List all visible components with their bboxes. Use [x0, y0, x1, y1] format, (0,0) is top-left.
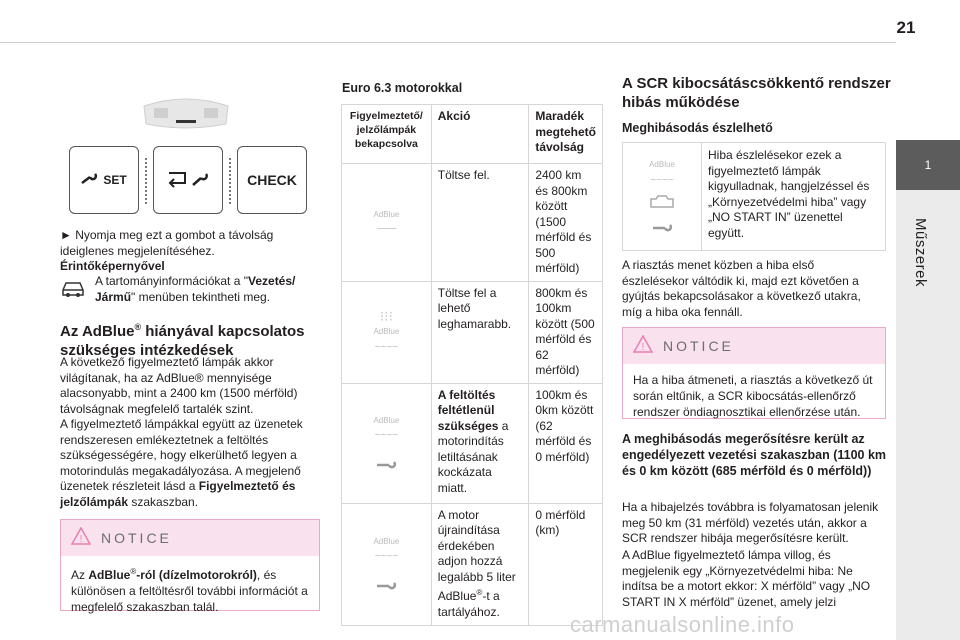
scr-notice-box — [622, 327, 886, 419]
chapter-tab-label: Műszerek — [912, 218, 929, 288]
adblue-paragraph-2: A figyelmeztető lámpákkal együtt az üzenetek rendszeresen emlékeztetnek a feltöltés szükségességére, hogy elkerülhető legyen a motorindulás megakadályozása. A megjelenő üzenetek részleteit lásd a Figyelmeztető és jelzőlámpák szakaszban. — [60, 417, 303, 509]
set-button[interactable] — [69, 146, 139, 214]
adblue-service-blinking-icon: AdBlue ~~~~ — [342, 503, 432, 625]
row-action: A motor újraindítása érdekében adjon hozzá legalább 5 liter AdBlue®-t a tartályához. — [431, 503, 529, 625]
wrench-icon — [343, 579, 430, 595]
wrench-icon — [624, 221, 700, 237]
header-action: Akció — [431, 105, 529, 164]
check-button-label: CHECK — [247, 172, 297, 188]
display-screen-icon — [140, 94, 232, 130]
fault-table — [622, 142, 886, 251]
engine-icon — [624, 194, 700, 215]
row-action: Töltse fel a lehető leghamarabb. — [431, 281, 529, 383]
instruction-text: ► Nyomja meg ezt a gombot a távolság ideiglenes megjelenítéséhez. — [60, 228, 274, 258]
notice-title: NOTICE — [101, 530, 172, 546]
adblue-heading: Az AdBlue® hiányával kapcsolatos szükséges intézkedések — [60, 322, 305, 359]
row-action: A feltöltés feltétlenül szükséges a motorindítás letiltásának kockázata miatt. — [431, 383, 529, 503]
table-header-row — [342, 105, 603, 164]
table-row — [342, 503, 603, 625]
divider — [229, 158, 231, 204]
check-button[interactable] — [237, 146, 307, 214]
set-button-label: SET — [103, 173, 127, 187]
row-distance: 800km és 100km között (500 mérföld és 62 mérföld) — [529, 281, 603, 383]
fault-icons: AdBlue ~~~~ — [623, 143, 702, 251]
scr-paragraph-3: A AdBlue figyelmeztető lámpa villog, és megjelenik egy „Környezetvédelmi hiba: Ne indítsa be a motort ekkor: X mérföld” vagy „NO START IN X mérföld” üzenet, amely jelzi — [622, 548, 871, 609]
notice-text: Az AdBlue®-ról (dízelmotorokról), és különösen a feltöltésről további információt a megfelelő szakaszban talál. — [71, 567, 308, 614]
adblue-paragraph-1: A következő figyelmeztető lámpák akkor világítanak, ha az AdBlue® mennyisége alacsonyabb, mint a 2400 km (1500 mérföld) távolságnak megfelelő tartalék szint. — [60, 355, 298, 416]
row-distance: 2400 km és 800km között (1500 mérföld és 500 mérföld) — [529, 164, 603, 282]
wrench-icon — [343, 458, 430, 474]
table-row — [342, 383, 603, 503]
header-rule — [0, 42, 896, 43]
header-lamps: Figyelmeztető/ jelzőlámpák bekapcsolva — [342, 105, 432, 164]
table-row — [623, 143, 886, 251]
notice-header — [61, 520, 319, 556]
adblue-blinking-icon: ⁝⁝⁝ AdBlue ~~~~ — [342, 281, 432, 383]
svg-text:!: ! — [641, 341, 645, 353]
notice-box — [60, 519, 320, 614]
adblue-icon: AdBlue ~~~~ — [342, 164, 432, 282]
wrench-icon — [81, 172, 99, 188]
watermark: carmanualsonline.info — [570, 612, 795, 637]
page-number: 21 — [896, 18, 916, 37]
row-distance: 0 mérföld (km) — [529, 503, 603, 625]
table-row — [342, 164, 603, 282]
notice-text: Ha a hiba átmeneti, a riasztás a következő út során eltűnik, a SCR kibocsátás-ellenőrző rendszer öndiagnosztikai ellenőrzése után. — [633, 373, 873, 419]
warning-triangle-icon — [71, 527, 91, 550]
scr-paragraph-2: Ha a hibajelzés továbbra is folyamatosan jelenik meg 50 km (31 mérföld) vezetés után, akkor a SCR rendszer hibája megerősítésre került. — [622, 500, 879, 545]
adblue-table — [341, 104, 603, 626]
svg-text:!: ! — [79, 533, 83, 545]
fault-detected-subheading: Meghibásodás észlelhető — [622, 121, 773, 135]
scr-paragraph-1: A riasztás menet közben a hiba első észlelésekor váltódik ki, majd ezt követően a gyújtás bekapcsolásakor a következő utakra, míg a hiba oka fennáll. — [622, 258, 861, 319]
car-icon — [60, 278, 86, 298]
row-action: Töltse fel. — [431, 164, 529, 282]
reset-button[interactable] — [153, 146, 223, 214]
adblue-service-icon: AdBlue ~~~~ — [342, 383, 432, 503]
touchscreen-text: A tartományinformációkat a "Vezetés/ Jármű" menüben tekintheti meg. — [95, 274, 296, 304]
euro-heading: Euro 6.3 motorokkal — [342, 81, 463, 95]
fault-text: Hiba észlelésekor ezek a figyelmeztető lámpák kigyulladnak, hangjelzéssel és „Környezetvédelmi hiba” vagy „NO START IN” üzenettel együtt. — [702, 143, 886, 251]
fault-confirmed-subheading: A meghibásodás megerősítésre került az engedélyezett vezetési szakaszban (1100 km és 0 km között (685 mérföld és 0 mérföld)) — [622, 432, 887, 478]
row-distance: 100km és 0km között (62 mérföld és 0 mérföld) — [529, 383, 603, 503]
notice-title: NOTICE — [663, 338, 734, 354]
divider — [145, 158, 147, 204]
chapter-tab-number[interactable]: 1 — [896, 140, 960, 190]
scr-heading: A SCR kibocsátáscsökkentő rendszer hibás működése — [622, 75, 891, 111]
warning-triangle-icon — [633, 335, 653, 358]
return-arrow-icon — [165, 169, 211, 192]
notice-header — [623, 328, 885, 364]
touchscreen-title: Érintőképernyővel — [60, 259, 165, 273]
header-distance: Maradék megtehető távolság — [529, 105, 603, 164]
table-row — [342, 281, 603, 383]
